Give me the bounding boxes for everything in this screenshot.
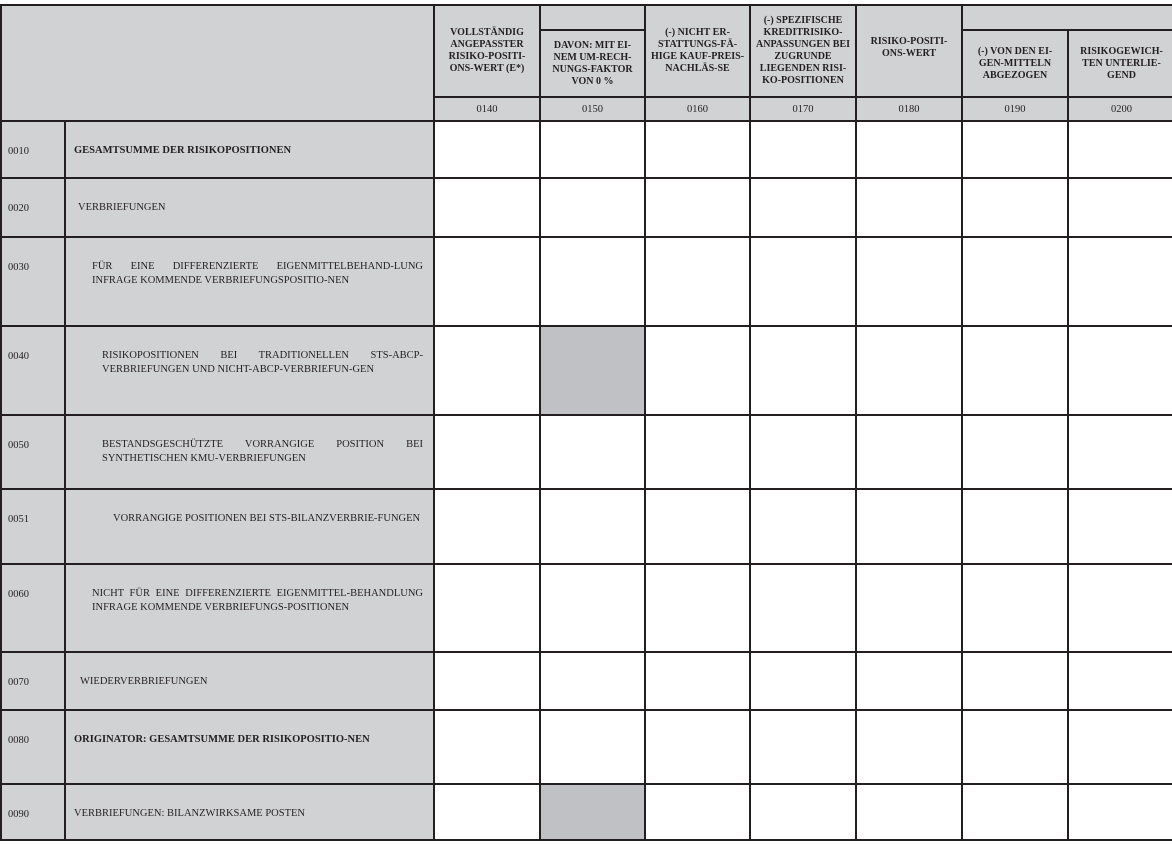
row-label: ORIGINATOR: GESAMTSUMME DER RISIKOPOSITIO-NEN bbox=[65, 710, 434, 784]
input-cell[interactable] bbox=[962, 564, 1068, 652]
input-cell[interactable] bbox=[750, 784, 856, 840]
row-code: 0010 bbox=[1, 121, 65, 178]
input-cell[interactable] bbox=[750, 564, 856, 652]
input-cell[interactable] bbox=[1068, 710, 1172, 784]
input-cell[interactable] bbox=[962, 237, 1068, 326]
row-label: VORRANGIGE POSITIONEN BEI STS-BILANZVERBRIE-FUNGEN bbox=[65, 489, 434, 564]
input-cell[interactable] bbox=[1068, 784, 1172, 840]
input-cell[interactable] bbox=[856, 652, 962, 710]
input-cell[interactable] bbox=[750, 237, 856, 326]
table-row bbox=[1, 237, 1172, 326]
table-row bbox=[1, 564, 1172, 652]
input-cell[interactable] bbox=[856, 710, 962, 784]
input-cell[interactable] bbox=[540, 652, 645, 710]
input-cell[interactable] bbox=[434, 121, 540, 178]
column-header-0170: (-) SPEZIFISCHE KREDITRISIKO-ANPASSUNGEN BEI ZUGRUNDE LIEGENDEN RISI-KO-POSITIONEN bbox=[750, 5, 856, 97]
input-cell[interactable] bbox=[645, 784, 750, 840]
table-row bbox=[1, 784, 1172, 840]
row-code: 0090 bbox=[1, 784, 65, 840]
column-code-0140: 0140 bbox=[434, 97, 540, 121]
input-cell[interactable] bbox=[434, 178, 540, 237]
input-cell[interactable] bbox=[962, 784, 1068, 840]
input-cell[interactable] bbox=[434, 784, 540, 840]
input-cell[interactable] bbox=[540, 710, 645, 784]
column-header-0140: VOLLSTÄNDIG ANGEPASSTER RISIKO-POSITI-ONS-WERT (E*) bbox=[434, 5, 540, 97]
input-cell[interactable] bbox=[856, 415, 962, 489]
row-label: VERBRIEFUNGEN bbox=[65, 178, 434, 237]
input-cell[interactable] bbox=[434, 652, 540, 710]
input-cell[interactable] bbox=[750, 489, 856, 564]
header-corner bbox=[1, 5, 434, 121]
input-cell[interactable] bbox=[434, 710, 540, 784]
row-code: 0020 bbox=[1, 178, 65, 237]
input-cell[interactable] bbox=[856, 564, 962, 652]
input-cell[interactable] bbox=[1068, 237, 1172, 326]
input-cell[interactable] bbox=[540, 237, 645, 326]
row-label: BESTANDSGESCHÜTZTE VORRANGIGE POSITION BEI SYNTHETISCHEN KMU-VERBRIEFUNGEN bbox=[65, 415, 434, 489]
row-label: WIEDERVERBRIEFUNGEN bbox=[65, 652, 434, 710]
input-cell[interactable] bbox=[645, 564, 750, 652]
row-code: 0030 bbox=[1, 237, 65, 326]
input-cell[interactable] bbox=[540, 489, 645, 564]
column-header-0150: DAVON: MIT EI-NEM UM-RECH-NUNGS-FAKTOR VON 0 % bbox=[540, 30, 645, 97]
input-cell[interactable] bbox=[856, 121, 962, 178]
column-header-0180: RISIKO-POSITI-ONS-WERT bbox=[856, 5, 962, 97]
table-row bbox=[1, 489, 1172, 564]
column-code-0190: 0190 bbox=[962, 97, 1068, 121]
input-cell[interactable] bbox=[645, 326, 750, 415]
row-label: VERBRIEFUNGEN: BILANZWIRKSAME POSTEN bbox=[65, 784, 434, 840]
input-cell[interactable] bbox=[750, 652, 856, 710]
row-label: NICHT FÜR EINE DIFFERENZIERTE EIGENMITTEL-BEHANDLUNG INFRAGE KOMMENDE VERBRIEFUNGS-POSITIONEN bbox=[65, 564, 434, 652]
input-cell[interactable] bbox=[645, 178, 750, 237]
row-code: 0080 bbox=[1, 710, 65, 784]
column-header-0200: RISIKOGEWICH-TEN UNTERLIE-GEND bbox=[1068, 30, 1172, 97]
input-cell[interactable] bbox=[750, 121, 856, 178]
header-spacer bbox=[540, 5, 645, 30]
row-code: 0060 bbox=[1, 564, 65, 652]
input-cell[interactable] bbox=[540, 178, 645, 237]
input-cell[interactable] bbox=[856, 178, 962, 237]
input-cell[interactable] bbox=[1068, 652, 1172, 710]
column-code-0150: 0150 bbox=[540, 97, 645, 121]
table-row bbox=[1, 326, 1172, 415]
input-cell[interactable] bbox=[645, 237, 750, 326]
column-code-0200: 0200 bbox=[1068, 97, 1172, 121]
input-cell[interactable] bbox=[434, 415, 540, 489]
table-row bbox=[1, 178, 1172, 237]
column-code-0170: 0170 bbox=[750, 97, 856, 121]
input-cell[interactable] bbox=[540, 415, 645, 489]
row-code: 0070 bbox=[1, 652, 65, 710]
table-row bbox=[1, 121, 1172, 178]
row-label: FÜR EINE DIFFERENZIERTE EIGENMITTELBEHAND-LUNG INFRAGE KOMMENDE VERBRIEFUNGSPOSITIO-NEN bbox=[65, 237, 434, 326]
input-cell[interactable] bbox=[962, 178, 1068, 237]
input-cell[interactable] bbox=[1068, 178, 1172, 237]
excluded-cell bbox=[540, 326, 645, 415]
input-cell[interactable] bbox=[962, 489, 1068, 564]
input-cell[interactable] bbox=[645, 710, 750, 784]
input-cell[interactable] bbox=[645, 489, 750, 564]
input-cell[interactable] bbox=[645, 415, 750, 489]
column-header-0160: (-) NICHT ER-STATTUNGS-FÄ-HIGE KAUF-PREIS-NACHLÄS-SE bbox=[645, 5, 750, 97]
input-cell[interactable] bbox=[540, 564, 645, 652]
input-cell[interactable] bbox=[962, 326, 1068, 415]
input-cell[interactable] bbox=[1068, 564, 1172, 652]
input-cell[interactable] bbox=[540, 121, 645, 178]
input-cell[interactable] bbox=[434, 489, 540, 564]
input-cell[interactable] bbox=[1068, 326, 1172, 415]
row-code: 0040 bbox=[1, 326, 65, 415]
input-cell[interactable] bbox=[856, 326, 962, 415]
input-cell[interactable] bbox=[645, 121, 750, 178]
input-cell[interactable] bbox=[962, 710, 1068, 784]
table-row bbox=[1, 652, 1172, 710]
column-code-0180: 0180 bbox=[856, 97, 962, 121]
input-cell[interactable] bbox=[962, 121, 1068, 178]
input-cell[interactable] bbox=[962, 652, 1068, 710]
header-spacer bbox=[962, 5, 1172, 30]
input-cell[interactable] bbox=[750, 415, 856, 489]
input-cell[interactable] bbox=[434, 564, 540, 652]
row-code: 0051 bbox=[1, 489, 65, 564]
table-row bbox=[1, 415, 1172, 489]
column-code-0160: 0160 bbox=[645, 97, 750, 121]
table-row bbox=[1, 710, 1172, 784]
input-cell[interactable] bbox=[1068, 489, 1172, 564]
reporting-template-table bbox=[0, 4, 1172, 841]
input-cell[interactable] bbox=[434, 237, 540, 326]
input-cell[interactable] bbox=[856, 237, 962, 326]
input-cell[interactable] bbox=[645, 652, 750, 710]
row-code: 0050 bbox=[1, 415, 65, 489]
input-cell[interactable] bbox=[1068, 121, 1172, 178]
input-cell[interactable] bbox=[856, 489, 962, 564]
input-cell[interactable] bbox=[750, 178, 856, 237]
input-cell[interactable] bbox=[434, 326, 540, 415]
input-cell[interactable] bbox=[856, 784, 962, 840]
row-label: RISIKOPOSITIONEN BEI TRADITIONELLEN STS-ABCP-VERBRIEFUNGEN UND NICHT-ABCP-VERBRIEFUN-GEN bbox=[65, 326, 434, 415]
row-label: GESAMTSUMME DER RISIKOPOSITIONEN bbox=[65, 121, 434, 178]
input-cell[interactable] bbox=[750, 710, 856, 784]
input-cell[interactable] bbox=[962, 415, 1068, 489]
excluded-cell bbox=[540, 784, 645, 840]
input-cell[interactable] bbox=[750, 326, 856, 415]
column-header-0190: (-) VON DEN EI-GEN-MITTELN ABGEZOGEN bbox=[962, 30, 1068, 97]
input-cell[interactable] bbox=[1068, 415, 1172, 489]
